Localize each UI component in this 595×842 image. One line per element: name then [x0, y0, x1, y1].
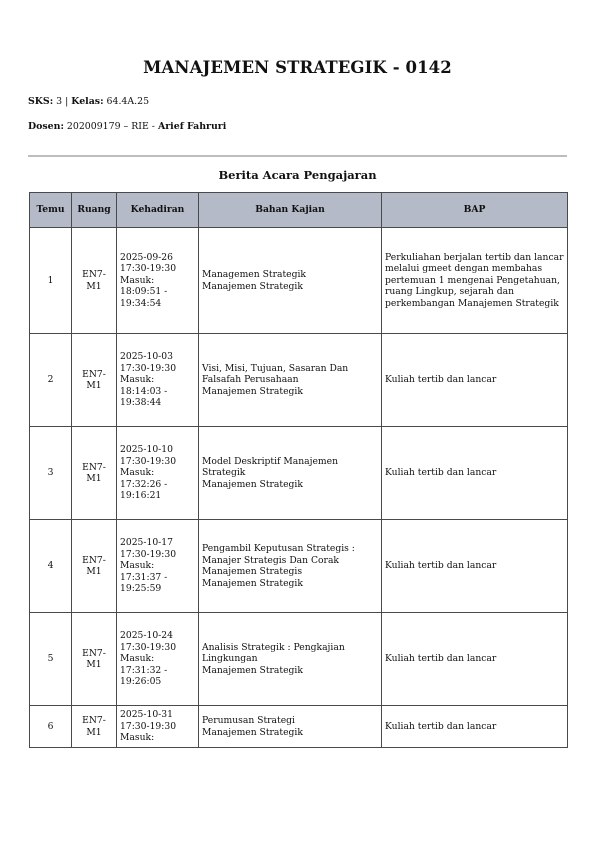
dosen-label: Dosen: [28, 121, 64, 132]
table-row [30, 520, 568, 613]
cell-ruang: EN7- M1 [72, 520, 117, 613]
kelas-label: Kelas: [71, 96, 104, 107]
column-header-ruang: Ruang [72, 193, 117, 228]
cell-bahan-kajian: Perumusan Strategi Manajemen Strategik [199, 706, 382, 748]
sks-kelas-line [28, 96, 149, 107]
column-header-bap: BAP [382, 193, 568, 228]
cell-kehadiran: 2025-09-26 17:30-19:30 Masuk: 18:09:51 - 19:34:54 [117, 228, 199, 334]
cell-bahan-kajian: Managemen Strategik Manajemen Strategik [199, 228, 382, 334]
table-header-row [30, 193, 568, 228]
cell-temu: 4 [30, 520, 72, 613]
sks-label: SKS: [28, 96, 54, 107]
cell-bap: Perkuliahan berjalan tertib dan lancar melalui gmeet dengan membahas pertemuan 1 mengenai Pengetahuan, ruang Lingkup, sejarah dan perkembangan Manajemen Strategik [382, 228, 568, 334]
cell-bap: Kuliah tertib dan lancar [382, 706, 568, 748]
cell-bahan-kajian: Model Deskriptif Manajemen Strategik Manajemen Strategik [199, 427, 382, 520]
cell-bahan-kajian: Pengambil Keputusan Strategis : Manajer Strategis Dan Corak Manajemen Strategis Manajemen Strategik [199, 520, 382, 613]
cell-ruang: EN7- M1 [72, 228, 117, 334]
column-header-temu: Temu [30, 193, 72, 228]
cell-ruang: EN7- M1 [72, 613, 117, 706]
table-row [30, 334, 568, 427]
cell-bahan-kajian: Visi, Misi, Tujuan, Sasaran Dan Falsafah Perusahaan Manajemen Strategik [199, 334, 382, 427]
dosen-value: 202009179 – RIE - [66, 121, 155, 132]
cell-temu: 1 [30, 228, 72, 334]
cell-bap: Kuliah tertib dan lancar [382, 613, 568, 706]
cell-bap: Kuliah tertib dan lancar [382, 334, 568, 427]
sks-value: 3 [56, 96, 63, 107]
cell-kehadiran: 2025-10-10 17:30-19:30 Masuk: 17:32:26 - 19:16:21 [117, 427, 199, 520]
cell-bap: Kuliah tertib dan lancar [382, 427, 568, 520]
cell-ruang: EN7- M1 [72, 706, 117, 748]
cell-bap: Kuliah tertib dan lancar [382, 520, 568, 613]
dosen-line [28, 121, 226, 132]
cell-temu: 6 [30, 706, 72, 748]
cell-ruang: EN7- M1 [72, 334, 117, 427]
cell-kehadiran: 2025-10-17 17:30-19:30 Masuk: 17:31:37 - 19:25:59 [117, 520, 199, 613]
cell-bahan-kajian: Analisis Strategik : Pengkajian Lingkungan Manajemen Strategik [199, 613, 382, 706]
table-row [30, 427, 568, 520]
cell-temu: 3 [30, 427, 72, 520]
bap-table [29, 192, 568, 748]
cell-kehadiran: 2025-10-03 17:30-19:30 Masuk: 18:14:03 - 19:38:44 [117, 334, 199, 427]
cell-kehadiran: 2025-10-31 17:30-19:30 Masuk: [117, 706, 199, 748]
table-row [30, 706, 568, 748]
dosen-name: Arief Fahruri [157, 121, 227, 132]
column-header-kehadiran: Kehadiran [117, 193, 199, 228]
cell-ruang: EN7- M1 [72, 427, 117, 520]
cell-kehadiran: 2025-10-24 17:30-19:30 Masuk: 17:31:32 - 19:26:05 [117, 613, 199, 706]
kelas-value: 64.4A.25 [106, 96, 150, 107]
section-title: Berita Acara Pengajaran [218, 168, 377, 182]
table-row [30, 228, 568, 334]
column-header-bahan-kajian: Bahan Kajian [199, 193, 382, 228]
table-row [30, 613, 568, 706]
page-title: MANAJEMEN STRATEGIK - 0142 [143, 58, 452, 77]
divider [28, 155, 567, 157]
cell-temu: 2 [30, 334, 72, 427]
cell-temu: 5 [30, 613, 72, 706]
separator: | [65, 96, 69, 107]
